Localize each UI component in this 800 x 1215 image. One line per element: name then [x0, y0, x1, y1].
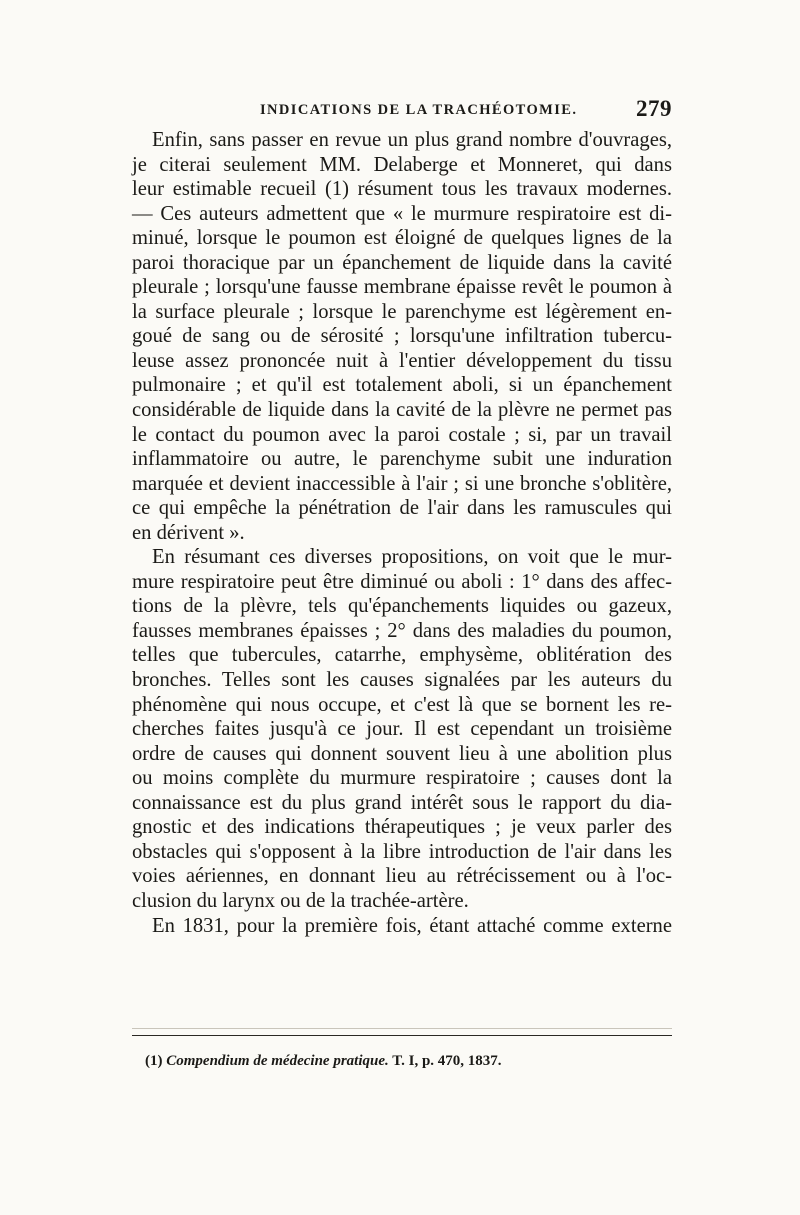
text-line: en dérivent ».	[132, 521, 245, 544]
text-line: paroi thoracique par un épanchement de liquide dans la cavité	[132, 251, 672, 274]
text-line: pleurale ; lorsqu'une fausse membrane épaisse revêt le poumon à	[132, 276, 672, 299]
footnote-divider	[132, 1035, 672, 1036]
text-line: cherches faites jusqu'à ce jour. Il est cependant un troisième	[132, 718, 672, 741]
text-line: Enfin, sans passer en revue un plus grand nombre d'ouvrages,	[152, 129, 672, 151]
text-line: la surface pleurale ; lorsque le parenchyme est légèrement en-	[132, 300, 672, 323]
text-line: obstacles qui s'opposent à la libre introduction de l'air dans les	[132, 840, 672, 863]
text-line: phénomène qui nous occupe, et c'est là que se bornent les re-	[132, 693, 672, 716]
footnote	[145, 1053, 502, 1070]
text-line: — Ces auteurs admettent que « le murmure respiratoire est di-	[132, 202, 672, 225]
text-line: gnostic et des indications thérapeutiques ; je veux parler des	[132, 816, 672, 839]
text-line: telles que tubercules, catarrhe, emphysème, oblitération des	[132, 644, 672, 667]
text-line: je citerai seulement MM. Delaberge et Monneret, qui dans	[132, 153, 672, 176]
text-line: bronches. Telles sont les causes signalées par les auteurs du	[132, 669, 672, 692]
text-line: leuse assez prononcée nuit à l'entier développement du tissu	[132, 349, 672, 372]
footnote-reference: T. I, p. 470, 1837.	[392, 1053, 502, 1069]
text-line: leur estimable recueil (1) résument tous les travaux modernes.	[132, 178, 672, 201]
text-line: mure respiratoire peut être diminué ou aboli : 1° dans des affec-	[132, 570, 672, 593]
text-line: goué de sang ou de sérosité ; lorsqu'une infiltration tubercu-	[132, 325, 672, 348]
text-line: minué, lorsque le poumon est éloigné de quelques lignes de la	[132, 227, 672, 250]
page-header	[132, 98, 672, 126]
text-line: pulmonaire ; et qu'il est totalement aboli, si un épanchement	[132, 374, 672, 397]
text-line: ou moins complète du murmure respiratoire ; causes dont la	[132, 767, 672, 790]
text-line: clusion du larynx ou de la trachée-artère.	[132, 889, 469, 912]
text-line: tions de la plèvre, tels qu'épanchements liquides ou gazeux,	[132, 595, 672, 618]
text-line: En résumant ces diverses propositions, on voit que le mur-	[152, 546, 672, 569]
text-line: inflammatoire ou autre, le parenchyme subit une induration	[132, 448, 672, 471]
text-line: voies aériennes, en donnant lieu au rétrécissement ou à l'oc-	[132, 865, 672, 888]
bleed-through-rule	[132, 1028, 672, 1029]
page-number: 279	[636, 96, 672, 121]
text-line: ordre de causes qui donnent souvent lieu à une abolition plus	[132, 742, 672, 765]
body-text	[132, 128, 672, 938]
text-line: le contact du poumon avec la paroi costale ; si, par un travail	[132, 423, 672, 446]
text-line: marquée et devient inaccessible à l'air ; si une bronche s'oblitère,	[132, 472, 672, 495]
text-line: considérable de liquide dans la cavité de la plèvre ne permet pas	[132, 399, 672, 422]
running-title: INDICATIONS DE LA TRACHÉOTOMIE.	[260, 102, 578, 118]
text-line: connaissance est du plus grand intérêt sous le rapport du dia-	[132, 791, 672, 814]
text-line: ce qui empêche la pénétration de l'air dans les ramuscules qui	[132, 497, 672, 520]
footnote-title: Compendium de médecine pratique.	[166, 1053, 389, 1069]
text-line: En 1831, pour la première fois, étant attaché comme externe	[152, 914, 672, 937]
footnote-marker: (1)	[145, 1053, 163, 1069]
text-line: fausses membranes épaisses ; 2° dans des maladies du poumon,	[132, 619, 672, 642]
